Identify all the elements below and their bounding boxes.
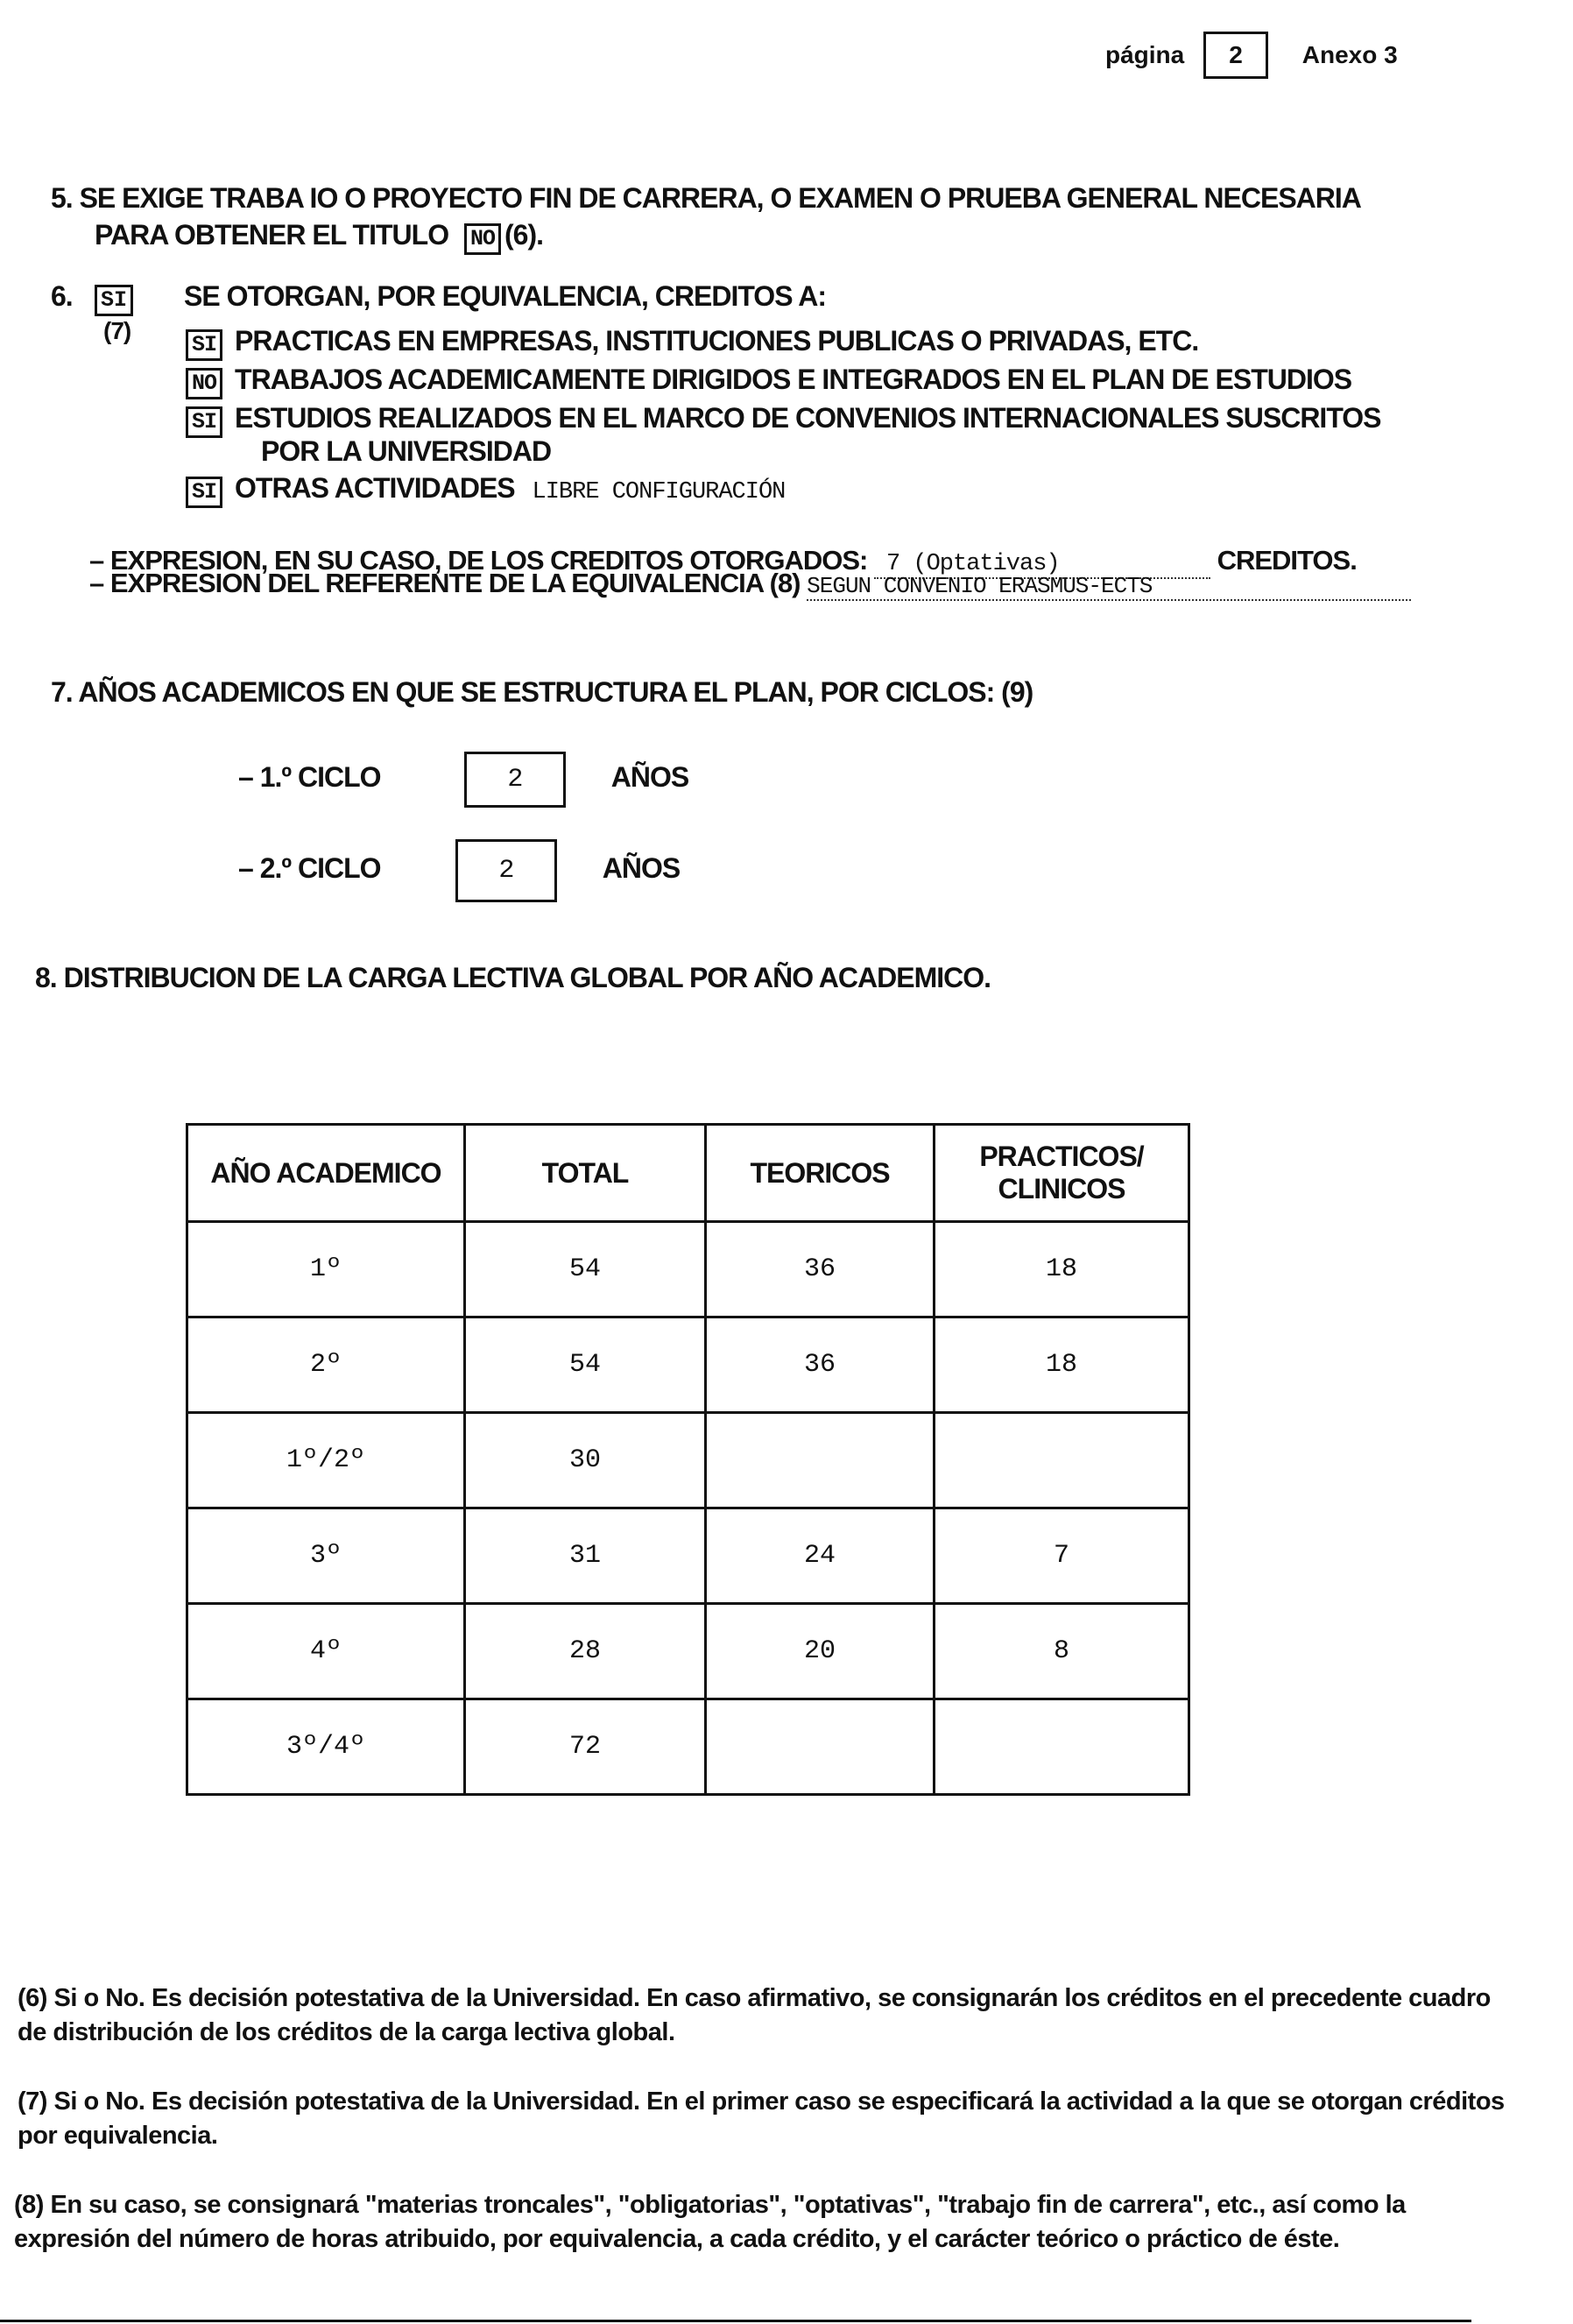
cell bbox=[706, 1699, 935, 1795]
table-row bbox=[187, 1508, 1189, 1604]
option-text: OTRAS ACTIVIDADES bbox=[235, 472, 515, 504]
cell: 28 bbox=[465, 1604, 706, 1699]
cell: 2º bbox=[187, 1317, 465, 1413]
option-practicas bbox=[186, 322, 1381, 361]
item-5-note: (6). bbox=[504, 219, 543, 251]
item-5 bbox=[51, 180, 1361, 255]
table-row bbox=[187, 1222, 1189, 1317]
page-header bbox=[1105, 32, 1398, 79]
cell: 36 bbox=[706, 1222, 935, 1317]
expr-creditos-unit: CREDITOS. bbox=[1217, 545, 1357, 576]
item-5-text-line2: PARA OBTENER EL TITULO bbox=[95, 219, 449, 251]
table-row bbox=[187, 1317, 1189, 1413]
carga-lectiva-table bbox=[186, 1123, 1190, 1796]
footnote-7: (7) Si o No. Es decisión potestativa de la Universidad. En el primer caso se especificará la actividad a la que se otorgan créditos por equivalencia. bbox=[18, 2087, 1505, 2150]
col-ano: AÑO ACADEMICO bbox=[187, 1125, 465, 1222]
expr-referente-value: SEGUN CONVENIO ERASMUS-ECTS bbox=[807, 573, 1411, 601]
item-6-number: 6. bbox=[51, 280, 73, 312]
item-6-note: (7) bbox=[103, 317, 131, 344]
cell: 3º/4º bbox=[187, 1699, 465, 1795]
option-text: PRACTICAS EN EMPRESAS, INSTITUCIONES PUBLICAS O PRIVADAS, ETC. bbox=[235, 325, 1199, 357]
footnote-6: (6) Si o No. Es decisión potestativa de la Universidad. En caso afirmativo, se consignarán los créditos en el precedente cuadro de distribución de los créditos de la carga lectiva global. bbox=[18, 1984, 1491, 2046]
cell: 4º bbox=[187, 1604, 465, 1699]
ciclo-1-value: 2 bbox=[464, 752, 566, 808]
expr-referente bbox=[89, 568, 1411, 601]
option-answer-box: SI bbox=[186, 477, 222, 508]
option-text: TRABAJOS ACADEMICAMENTE DIRIGIDOS E INTEGRADOS EN EL PLAN DE ESTUDIOS bbox=[235, 364, 1352, 395]
cell bbox=[935, 1413, 1189, 1508]
footnote-8: (8) En su caso, se consignará "materias troncales", "obligatorias", "optativas", "trabajo fin de carrera", etc., así como la expresión del número de horas atribuido, por equivalencia, a cada crédito, y el carácter teórico o práctico de éste. bbox=[14, 2191, 1406, 2253]
item-7-heading: 7. AÑOS ACADEMICOS EN QUE SE ESTRUCTURA EL PLAN, POR CICLOS: (9) bbox=[51, 676, 1033, 708]
option-estudios-line2: POR LA UNIVERSIDAD bbox=[261, 435, 552, 467]
ciclo-1-label: – 1.º CICLO bbox=[238, 761, 381, 794]
expr-creditos-label: – EXPRESION, EN SU CASO, DE LOS CREDITOS OTORGADOS: bbox=[89, 545, 868, 576]
page-number-box: 2 bbox=[1203, 32, 1268, 79]
ciclo-2-value: 2 bbox=[455, 839, 557, 902]
item-6-heading: SE OTORGAN, POR EQUIVALENCIA, CREDITOS A: bbox=[184, 280, 826, 312]
option-text: ESTUDIOS REALIZADOS EN EL MARCO DE CONVENIOS INTERNACIONALES SUSCRITOS bbox=[235, 402, 1381, 434]
option-trabajos bbox=[186, 361, 1381, 399]
ciclo-1-row bbox=[238, 752, 688, 808]
cell: 7 bbox=[935, 1508, 1189, 1604]
table-header-row bbox=[187, 1125, 1189, 1222]
col-total: TOTAL bbox=[465, 1125, 706, 1222]
cell: 31 bbox=[465, 1508, 706, 1604]
item-8-heading: 8. DISTRIBUCION DE LA CARGA LECTIVA GLOBAL POR AÑO ACADEMICO. bbox=[35, 962, 991, 993]
cell: 8 bbox=[935, 1604, 1189, 1699]
table-row bbox=[187, 1604, 1189, 1699]
item-6-options bbox=[186, 322, 1381, 511]
cell: 36 bbox=[706, 1317, 935, 1413]
cell: 72 bbox=[465, 1699, 706, 1795]
ciclo-1-anos: AÑOS bbox=[610, 761, 689, 794]
cell bbox=[706, 1413, 935, 1508]
cell: 1º bbox=[187, 1222, 465, 1317]
item-5-number: 5. bbox=[51, 182, 73, 214]
item-5-text-line1: SE EXIGE TRABA IO O PROYECTO FIN DE CARRERA, O EXAMEN O PRUEBA GENERAL NECESARIA bbox=[79, 182, 1361, 214]
item-6-answer-box bbox=[95, 285, 145, 316]
option-otras bbox=[186, 470, 1381, 511]
ciclo-2-label: – 2.º CICLO bbox=[238, 852, 381, 885]
cell: 1º/2º bbox=[187, 1413, 465, 1508]
option-otras-typed: LIBRE CONFIGURACIÓN bbox=[532, 479, 786, 505]
anexo-label: Anexo 3 bbox=[1301, 41, 1398, 68]
cell: 30 bbox=[465, 1413, 706, 1508]
cell: 54 bbox=[465, 1317, 706, 1413]
col-practicos: PRACTICOS/ CLINICOS bbox=[935, 1125, 1189, 1222]
table-row bbox=[187, 1699, 1189, 1795]
option-answer-box: SI bbox=[186, 329, 222, 361]
cell bbox=[935, 1699, 1189, 1795]
cell: 24 bbox=[706, 1508, 935, 1604]
ciclo-2-row bbox=[238, 839, 680, 902]
expr-creditos-value: 7 (Optativas) bbox=[874, 551, 1210, 579]
option-answer-box: NO bbox=[186, 368, 222, 399]
cell: 18 bbox=[935, 1317, 1189, 1413]
cell: 18 bbox=[935, 1222, 1189, 1317]
item-5-answer-box: NO bbox=[464, 223, 501, 255]
pagina-label: página bbox=[1105, 41, 1185, 68]
cell: 54 bbox=[465, 1222, 706, 1317]
item-6-answer: SI bbox=[95, 285, 133, 316]
table-row bbox=[187, 1413, 1189, 1508]
option-answer-box: SI bbox=[186, 406, 222, 438]
ciclo-2-anos: AÑOS bbox=[602, 852, 681, 885]
cell: 3º bbox=[187, 1508, 465, 1604]
cell: 20 bbox=[706, 1604, 935, 1699]
expr-referente-label: – EXPRESION DEL REFERENTE DE LA EQUIVALENCIA (8) bbox=[89, 568, 801, 598]
col-teoricos: TEORICOS bbox=[706, 1125, 935, 1222]
bottom-rule bbox=[0, 2320, 1471, 2322]
